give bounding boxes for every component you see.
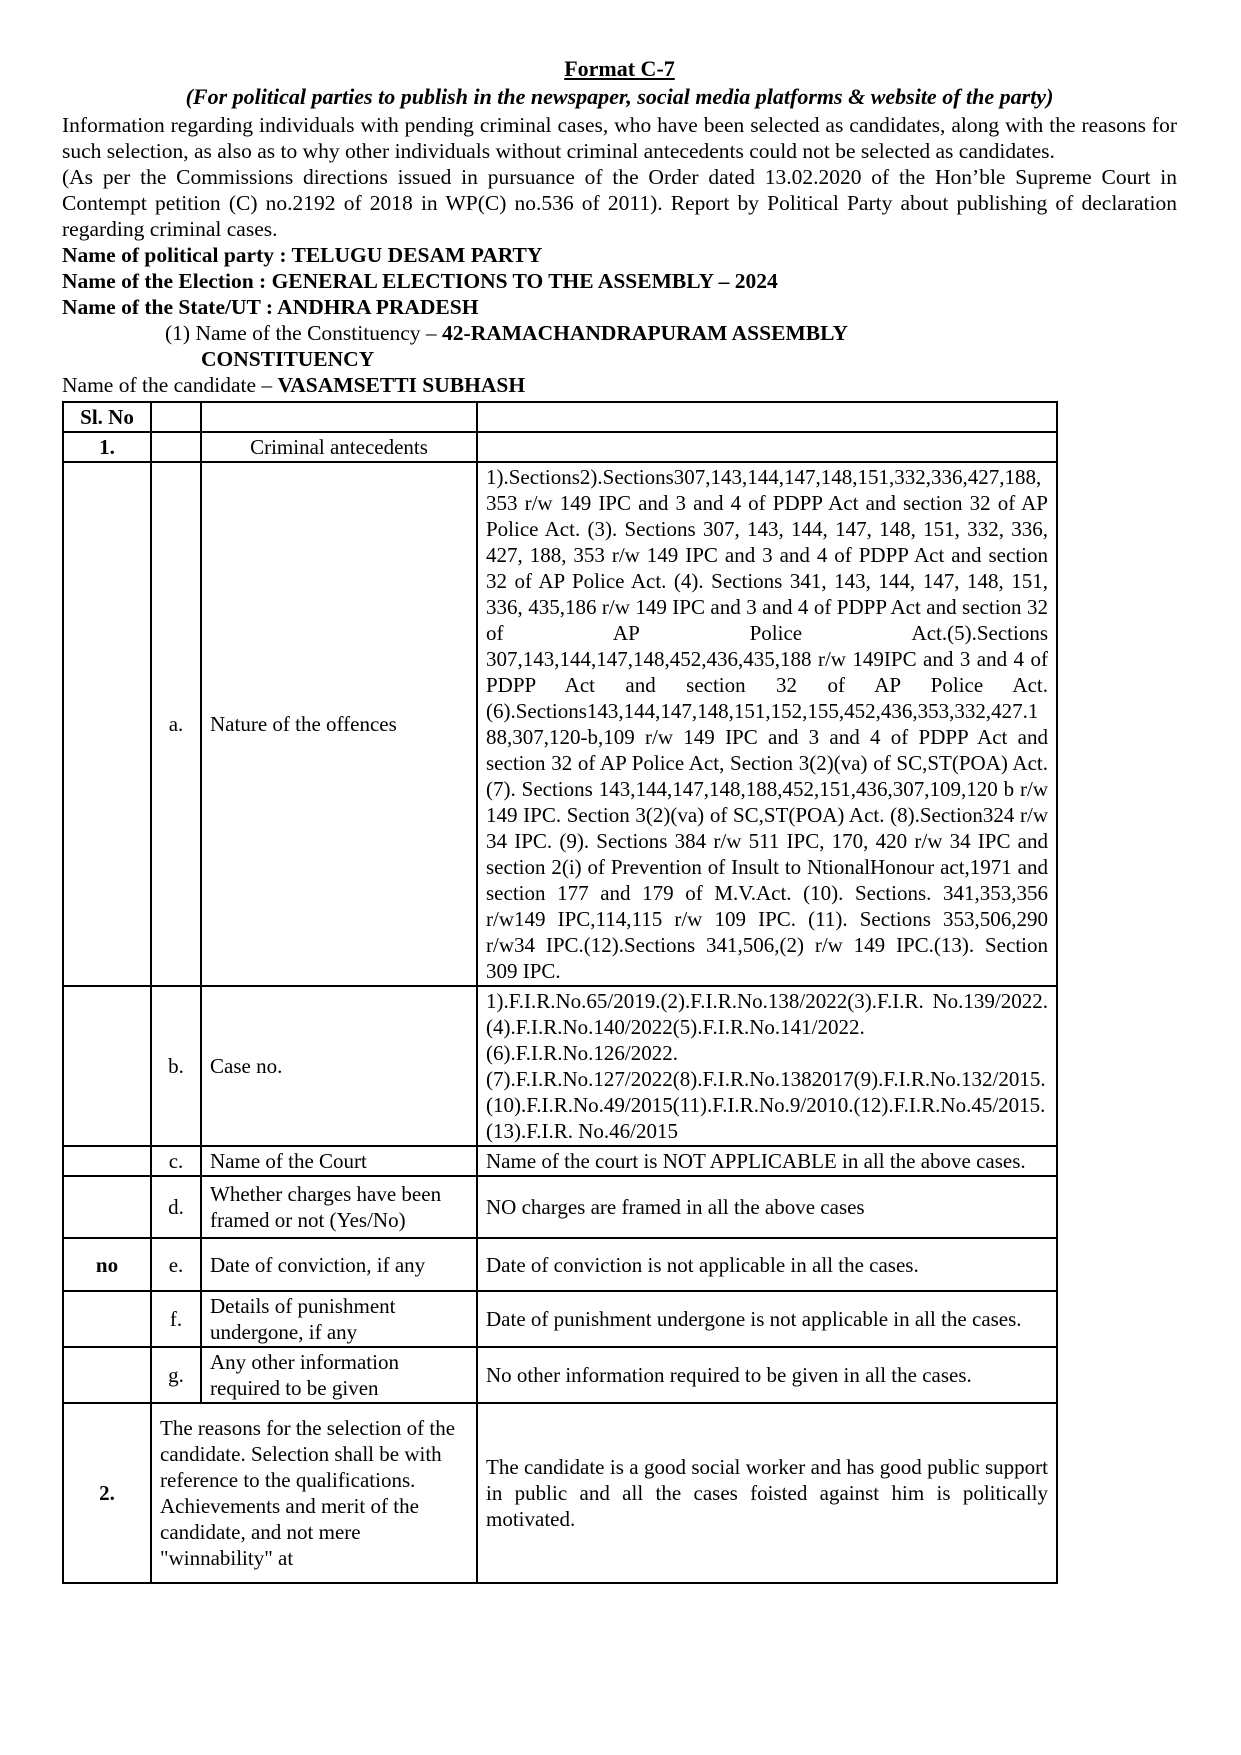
- constituency-name-line2: CONSTITUENCY: [201, 347, 375, 371]
- document-subtitle: (For political parties to publish in the newspaper, social media platforms & website of the party): [185, 84, 1054, 109]
- row1-slno-cell: 1.: [63, 432, 151, 462]
- constituency-prefix: (1) Name of the Constituency –: [165, 321, 443, 345]
- rowf-letter-cell: f.: [151, 1291, 201, 1347]
- row1-label-cell: Criminal antecedents: [201, 432, 477, 462]
- rowc-slno-cell: [63, 1146, 151, 1176]
- row2-label-cell: The reasons for the selection of the candidate. Selection shall be with reference to the qualifications. Achievements and merit of the candidate, and not mere "winnability" at: [151, 1403, 477, 1583]
- rowf-value-cell: Date of punishment undergone is not applicable in all the cases.: [477, 1291, 1057, 1347]
- rowg-letter-cell: g.: [151, 1347, 201, 1403]
- rowc-label-cell: Name of the Court: [201, 1146, 477, 1176]
- candidate-prefix: Name of the candidate –: [62, 373, 278, 397]
- slno-header-cell: Sl. No: [63, 402, 151, 432]
- rowd-letter-cell: d.: [151, 1176, 201, 1238]
- election-name-line: Name of the Election : GENERAL ELECTIONS TO THE ASSEMBLY – 2024: [62, 269, 778, 293]
- rowb-slno-cell: [63, 986, 151, 1146]
- document-title: Format C-7: [564, 56, 675, 81]
- rowg-value-cell: No other information required to be given in all the cases.: [477, 1347, 1057, 1403]
- rowb-value-cell: 1).F.I.R.No.65/2019.(2).F.I.R.No.138/2022(3).F.I.R. No.139/2022.(4).F.I.R.No.140/2022(5).F.I.R.No.141/2022.(6).F.I.R.No.126/2022.(7).F.I.R.No.127/2022(8).F.I.R.No.1382017(9).F.I.R.No.132/2015.(10).F.I.R.No.49/2015(11).F.I.R.No.9/2010.(12).F.I.R.No.45/2015.(13).F.I.R. No.46/2015: [477, 986, 1057, 1146]
- constituency-name-line1: 42-RAMACHANDRAPURAM ASSEMBLY: [442, 321, 848, 345]
- empty-header-cell-letter: [151, 402, 201, 432]
- rowa-value-cell: 1).Sections2).Sections307,143,144,147,148,151,332,336,427,188,353 r/w 149 IPC and 3 and 4 of PDPP Act and section 32 of AP Police Act. (3). Sections 307, 143, 144, 147, 148, 151, 332, 336, 427, 188, 353 r/w 149 IPC and 3 and 4 of PDPP Act and section 32 of AP Police Act. (4). Sections 341, 143, 144, 147, 148, 151, 336, 435,186 r/w 149 IPC and 3 and 4 of PDPP Act and section 32 of AP Police Act.(5).Sections 307,143,144,147,148,452,436,435,188 r/w 149IPC and 3 and 4 of PDPP Act and section 32 of AP Police Act.(6).Sections143,144,147,148,151,152,155,452,436,353,332,427.188,307,120-b,109 r/w 149 IPC and 3 and 4 of PDPP Act and section 32 of AP Police Act, Section 3(2)(va) of SC,ST(POA) Act. (7). Sections 143,144,147,148,188,452,151,436,307,109,120 b r/w 149 IPC. Section 3(2)(va) of SC,ST(POA) Act. (8).Section324 r/w 34 IPC. (9). Sections 384 r/w 511 IPC, 170, 420 r/w 34 IPC and section 2(i) of Prevention of Insult to NtionalHonour act,1971 and section 177 and 179 of M.V.Act. (10). Sections. 341,353,356 r/w149 IPC,114,115 r/w 109 IPC. (11). Sections 353,506,290 r/w34 IPC.(12).Sections 341,506,(2) r/w 149 IPC.(13). Section 309 IPC.: [477, 462, 1057, 986]
- row-criminal-antecedents: [63, 432, 1057, 462]
- constituency-line: [62, 320, 1177, 372]
- row-name-of-court: [63, 1146, 1057, 1176]
- court-order-paragraph: (As per the Commissions directions issued in pursuance of the Order dated 13.02.2020 of the Hon’ble Supreme Court in Contempt petition (C) no.2192 of 2018 in WP(C) no.536 of 2011). Report by Political Party about publishing of declaration regarding criminal cases.: [62, 165, 1177, 241]
- rowc-letter-cell: c.: [151, 1146, 201, 1176]
- row-punishment-details: [63, 1291, 1057, 1347]
- party-name-line: Name of political party : TELUGU DESAM PARTY: [62, 243, 543, 267]
- criminal-antecedents-table: [62, 401, 1058, 1584]
- state-name-line: Name of the State/UT : ANDHRA PRADESH: [62, 295, 479, 319]
- empty-header-cell-label: [201, 402, 477, 432]
- rowf-label-cell: Details of punishment undergone, if any: [201, 1291, 477, 1347]
- row2-value-cell: The candidate is a good social worker and has good public support in public and all the cases foisted against him is politically motivated.: [477, 1403, 1057, 1583]
- intro-paragraph: Information regarding individuals with pending criminal cases, who have been selected as candidates, along with the reasons for such selection, as also as to why other individuals without criminal antecedents could not be selected as candidates.: [62, 113, 1177, 163]
- rowd-label-cell: Whether charges have been framed or not (Yes/No): [201, 1176, 477, 1238]
- rowe-label-cell: Date of conviction, if any: [201, 1238, 477, 1291]
- row-case-no: [63, 986, 1057, 1146]
- rowd-slno-cell: [63, 1176, 151, 1238]
- candidate-name: VASAMSETTI SUBHASH: [277, 373, 526, 397]
- row-date-of-conviction: [63, 1238, 1057, 1291]
- table-header-row: [63, 402, 1057, 432]
- candidate-line: [62, 372, 1177, 398]
- rowf-slno-cell: [63, 1291, 151, 1347]
- rowa-letter-cell: a.: [151, 462, 201, 986]
- rowd-value-cell: NO charges are framed in all the above cases: [477, 1176, 1057, 1238]
- row-reasons-for-selection: [63, 1403, 1057, 1583]
- row-charges-framed: [63, 1176, 1057, 1238]
- rowa-slno-cell: [63, 462, 151, 986]
- row1-value-cell: [477, 432, 1057, 462]
- row-other-information: [63, 1347, 1057, 1403]
- rowe-value-cell: Date of conviction is not applicable in all the cases.: [477, 1238, 1057, 1291]
- rowe-letter-cell: e.: [151, 1238, 201, 1291]
- rowc-value-cell: Name of the court is NOT APPLICABLE in all the above cases.: [477, 1146, 1057, 1176]
- empty-header-cell-value: [477, 402, 1057, 432]
- rowg-label-cell: Any other information required to be given: [201, 1347, 477, 1403]
- rowg-slno-cell: [63, 1347, 151, 1403]
- rowb-letter-cell: b.: [151, 986, 201, 1146]
- row1-letter-cell: [151, 432, 201, 462]
- row2-slno-cell: 2.: [63, 1403, 151, 1583]
- rowb-label-cell: Case no.: [201, 986, 477, 1146]
- rowe-slno-cell: no: [63, 1238, 151, 1291]
- rowa-label-cell: Nature of the offences: [201, 462, 477, 986]
- row-nature-of-offences: [63, 462, 1057, 986]
